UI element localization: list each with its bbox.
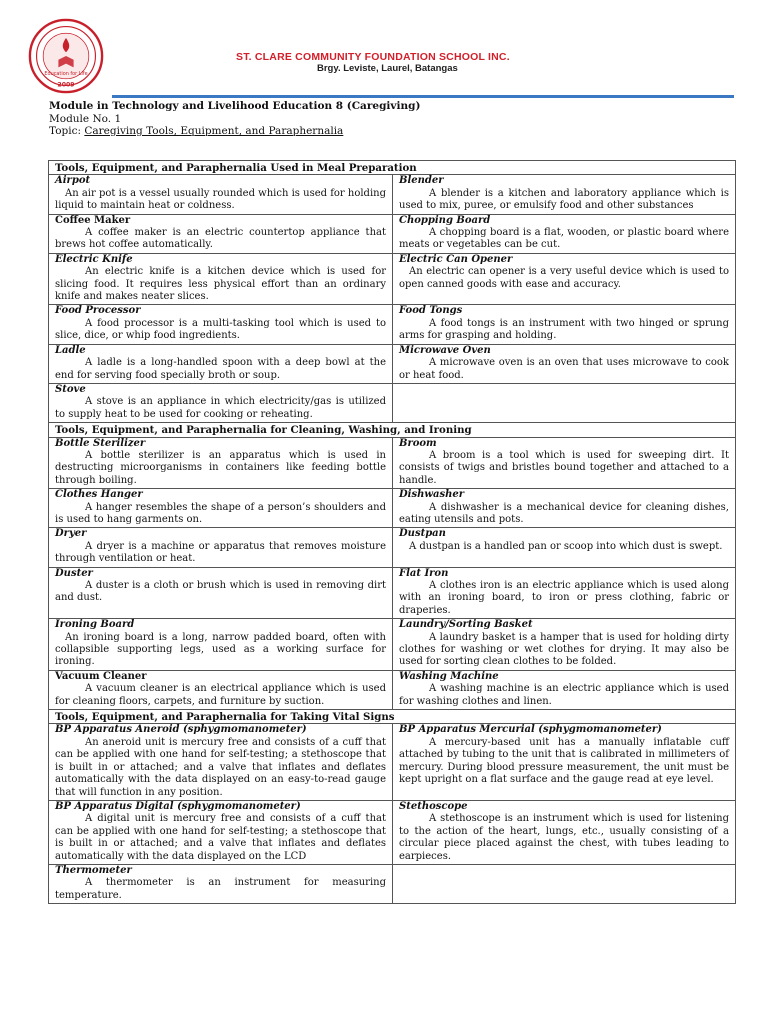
tool-description: A bottle sterilizer is an apparatus which is used in destructing microorganisms in containers like feeding bottle through boiling.: [55, 449, 386, 486]
tool-name: Ironing Board: [55, 619, 135, 631]
tool-name: Laundry/Sorting Basket: [399, 619, 533, 631]
tool-description: A food processor is a multi-tasking tool which is used to slice, dice, or whip food ingredients.: [55, 317, 386, 342]
tool-cell: [49, 800, 393, 864]
tool-cell: [393, 437, 736, 489]
document-header: [0, 0, 768, 104]
table-row: [49, 567, 736, 619]
table-row: [49, 175, 736, 214]
tool-cell: [49, 437, 393, 489]
table-row: [49, 305, 736, 344]
tool-cell: [393, 800, 736, 864]
table-row: [49, 437, 736, 489]
table-row: [49, 528, 736, 567]
school-seal-logo: [28, 18, 104, 94]
tool-description: A digital unit is mercury free and consists of a cuff that can be applied with one hand for self-testing; a stethoscope that is built in or attached; and a valve that inflates and deflates automatically with the data displayed on the LCD: [55, 813, 386, 862]
tool-cell: [393, 489, 736, 528]
table-row: [49, 383, 736, 422]
table-row: [49, 214, 736, 253]
tool-name: Coffee Maker: [55, 214, 131, 226]
tool-cell: [393, 344, 736, 383]
tool-description: A thermometer is an instrument for measuring temperature.: [55, 877, 386, 901]
tool-name: Ladle: [55, 344, 86, 356]
tool-name: Stove: [55, 383, 86, 395]
tool-description: A food tongs is an instrument with two hinged or sprung arms for grasping and holding.: [399, 317, 729, 342]
table-row: [49, 670, 736, 709]
empty-cell: [393, 864, 736, 903]
tool-description: An aneroid unit is mercury free and consists of a cuff that can be applied with one hand for self-testing; a stethoscope that is built in or attached; and a valve that inflates and deflates automatically with the data displayed on an easy-to-read gauge that will function in any position.: [55, 736, 386, 798]
topic-label: Topic:: [49, 125, 82, 137]
tool-description: A laundry basket is a hamper that is used for holding dirty clothes for washing or wet clothes for drying. It may also be used for sorting clean clothes to be folded.: [399, 631, 729, 668]
tool-description: An electric knife is a kitchen device which is used for slicing food. It requires less physical effort than an ordinary knife and makes neater slices.: [55, 266, 386, 303]
section-header-row: [49, 161, 736, 175]
tool-cell: [49, 344, 393, 383]
tool-name: BP Apparatus Digital (sphygmomanometer): [55, 800, 301, 812]
tool-cell: [49, 670, 393, 709]
tool-cell: [49, 619, 393, 671]
tool-cell: [49, 383, 393, 422]
topic-value: Caregiving Tools, Equipment, and Paraphernalia: [84, 125, 344, 137]
svg-text:2009: 2009: [57, 81, 75, 89]
tool-description: A chopping board is a flat, wooden, or plastic board where meats or vegetables can be cut.: [399, 227, 729, 251]
table-row: [49, 864, 736, 903]
tool-name: Dryer: [55, 528, 87, 540]
tool-description: A blender is a kitchen and laboratory appliance which is used to mix, puree, or emulsify food and other substances: [399, 187, 729, 212]
table-row: [49, 800, 736, 864]
section-title: Tools, Equipment, and Paraphernalia for Cleaning, Washing, and Ironing: [49, 423, 736, 437]
module-number: Module No. 1: [49, 112, 122, 125]
tool-description: A washing machine is an electric appliance which is used for washing clothes and linen.: [399, 683, 729, 707]
tool-cell: [393, 528, 736, 567]
tool-cell: [49, 489, 393, 528]
tool-name: Microwave Oven: [399, 344, 491, 356]
tool-description: A duster is a cloth or brush which is used in removing dirt and dust.: [55, 580, 386, 604]
tool-description: An ironing board is a long, narrow padded board, often with collapsible supporting legs, used as a working surface for ironing.: [55, 631, 386, 668]
tool-description: A hanger resembles the shape of a person’s shoulders and is used to hang garments on.: [55, 501, 386, 525]
header-divider: [112, 95, 734, 98]
tool-cell: [49, 567, 393, 619]
school-address: Brgy. Leviste, Laurel, Batangas: [317, 63, 458, 74]
school-name: ST. CLARE COMMUNITY FOUNDATION SCHOOL INC.: [236, 51, 510, 63]
tool-name: Electric Can Opener: [399, 253, 513, 265]
tool-cell: [393, 724, 736, 800]
tool-cell: [49, 175, 393, 214]
tool-cell: [49, 214, 393, 253]
tool-name: Thermometer: [55, 864, 132, 876]
table-row: [49, 489, 736, 528]
tool-name: Duster: [55, 567, 93, 579]
table-row: [49, 724, 736, 800]
tool-name: Flat Iron: [399, 567, 449, 579]
tool-name: Chopping Board: [399, 214, 491, 226]
tool-cell: [393, 670, 736, 709]
section-header-row: [49, 710, 736, 724]
module-topic: [49, 125, 420, 138]
tool-cell: [49, 305, 393, 344]
tool-name: Electric Knife: [55, 253, 133, 265]
tool-description: A dustpan is a handled pan or scoop into which dust is swept.: [409, 540, 723, 552]
tool-name: Food Processor: [55, 305, 141, 317]
tool-description: A mercury-based unit has a manually inflatable cuff attached by tubing to the unit that is calibrated in millimeters of mercury. During blood pressure measurement, the unit must be kept upright on a flat surface and the gauge read at eye level.: [399, 736, 729, 786]
tool-cell: [49, 528, 393, 567]
tool-name: Blender: [399, 175, 444, 187]
tool-description: An electric can opener is a very useful device which is used to open canned goods with ease and accuracy.: [399, 266, 729, 290]
svg-text:Education for Life: Education for Life: [44, 71, 88, 77]
section-title: Tools, Equipment, and Paraphernalia for Taking Vital Signs: [49, 710, 736, 724]
tool-cell: [393, 567, 736, 619]
tool-name: Clothes Hanger: [55, 489, 143, 501]
tool-description: A ladle is a long-handled spoon with a deep bowl at the end for serving food specially broth or soup.: [55, 357, 386, 381]
tool-cell: [393, 253, 736, 305]
tool-name: Dishwasher: [399, 489, 464, 501]
tool-cell: [393, 619, 736, 671]
tool-description: A microwave oven is an oven that uses microwave to cook or heat food.: [399, 357, 729, 381]
tool-name: BP Apparatus Aneroid (sphygmomanometer): [55, 724, 307, 736]
tool-description: A coffee maker is an electric countertop appliance that brews hot coffee automatically.: [55, 227, 386, 251]
table-row: [49, 253, 736, 305]
tool-description: A broom is a tool which is used for sweeping dirt. It consists of twigs and bristles bound together and attached to a handle.: [399, 449, 729, 486]
module-title: Module in Technology and Livelihood Education 8 (Caregiving): [49, 100, 421, 112]
empty-cell: [393, 383, 736, 422]
tool-description: A dryer is a machine or apparatus that removes moisture through ventilation or heat.: [55, 540, 386, 565]
tool-description: An air pot is a vessel usually rounded which is used for holding liquid to maintain heat or coldness.: [55, 187, 386, 212]
section-header-row: [49, 423, 736, 437]
tool-name: Airpot: [55, 175, 91, 187]
tool-description: A stove is an appliance in which electricity/gas is utilized to supply heat to be used for cooking or reheating.: [55, 396, 386, 420]
tool-description: A clothes iron is an electric appliance which is used along with an ironing board, to iron or press clothing, fabric or draperies.: [399, 580, 729, 616]
tool-cell: [49, 724, 393, 800]
section-title: Tools, Equipment, and Paraphernalia Used in Meal Preparation: [49, 161, 736, 175]
tool-name: Bottle Sterilizer: [55, 437, 146, 449]
table-row: [49, 619, 736, 671]
tool-name: BP Apparatus Mercurial (sphygmomanometer): [399, 724, 662, 736]
tool-name: Broom: [399, 437, 437, 449]
tool-description: A dishwasher is a mechanical device for cleaning dishes, eating utensils and pots.: [399, 501, 729, 525]
tool-cell: [393, 305, 736, 344]
tool-description: A vacuum cleaner is an electrical appliance which is used for cleaning floors, carpets, and furniture by suction.: [55, 683, 386, 707]
tool-name: Dustpan: [399, 528, 446, 540]
tool-name: Food Tongs: [399, 305, 463, 317]
tool-cell: [49, 864, 393, 903]
tool-name: Vacuum Cleaner: [55, 670, 147, 682]
tool-name: Stethoscope: [399, 800, 468, 812]
tools-table: [48, 160, 736, 904]
tool-description: A stethoscope is an instrument which is used for listening to the action of the heart, lungs, etc., usually consisting of a circular piece placed against the chest, with tubes leading to earpieces.: [399, 813, 729, 862]
table-row: [49, 344, 736, 383]
tool-cell: [393, 214, 736, 253]
tool-name: Washing Machine: [399, 670, 499, 682]
tool-cell: [49, 253, 393, 305]
tool-cell: [393, 175, 736, 214]
module-info: [49, 100, 420, 138]
